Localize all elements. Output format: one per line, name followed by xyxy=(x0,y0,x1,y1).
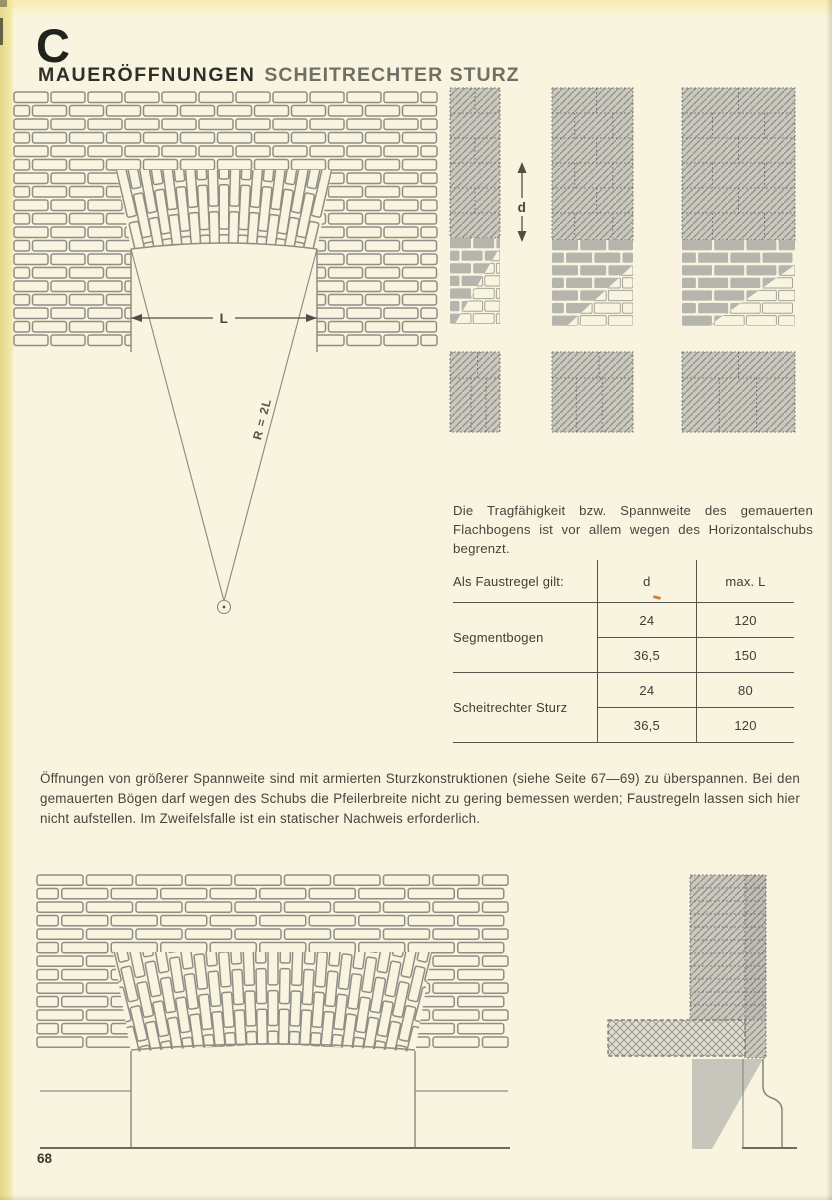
row-label-segmentbogen: Segmentbogen xyxy=(453,630,544,645)
table-row xyxy=(453,673,794,708)
page-number: 68 xyxy=(37,1151,53,1166)
cell-d-value: 24 xyxy=(597,673,696,708)
faustregel-table xyxy=(453,560,794,743)
cell-d-value: 36,5 xyxy=(597,638,696,673)
page-title-sub: SCHEITRECHTER STURZ xyxy=(264,64,520,86)
intro-paragraph: Die Tragfähigkeit bzw. Spannweite des gemauerten Flachbogens ist vor allem wegen des Horizontalschubs begrenzt. xyxy=(453,503,813,556)
figure-flat-arch-detail xyxy=(37,875,510,1149)
table-col-d: d xyxy=(597,560,696,603)
table-caption: Als Faustregel gilt: xyxy=(453,560,597,603)
table-col-maxl: max. L xyxy=(696,560,794,603)
section-letter: C xyxy=(36,19,71,72)
row-label-scheitrechter-sturz: Scheitrechter Sturz xyxy=(453,673,597,743)
table-header-row xyxy=(453,560,794,603)
dimension-thickness-label: d xyxy=(517,200,527,215)
dimension-radius-label: R = 2L xyxy=(250,396,275,442)
figure-pier-elevations xyxy=(450,88,795,432)
figure-jamb-section xyxy=(608,875,797,1149)
body-paragraph: Öffnungen von größerer Spannweite sind mit armierten Sturzkonstruktionen (siehe Seite 67—69) zu überspannen. Bei den gemauerten Bögen darf wegen des Schubs die Pfeilerbreite nicht zu gering bemessen werden; Faustregeln lassen sich hier nicht aufstellen. Im Zweifelsfalle ist ein statischer Nachweis erforderlich. xyxy=(40,771,800,826)
figure-thickness-dimension xyxy=(518,162,527,242)
cell-d-value: 36,5 xyxy=(597,708,696,743)
cell-maxl-value: 80 xyxy=(696,673,794,708)
cell-maxl-value: 150 xyxy=(696,638,794,673)
page-title-main: MAUERÖFFNUNGEN xyxy=(38,64,256,86)
cell-d-value: 24 xyxy=(597,603,696,638)
dimension-span-label: L xyxy=(219,311,229,326)
table-row xyxy=(453,603,794,638)
cell-maxl-value: 120 xyxy=(696,708,794,743)
cell-maxl-value: 120 xyxy=(734,612,757,628)
